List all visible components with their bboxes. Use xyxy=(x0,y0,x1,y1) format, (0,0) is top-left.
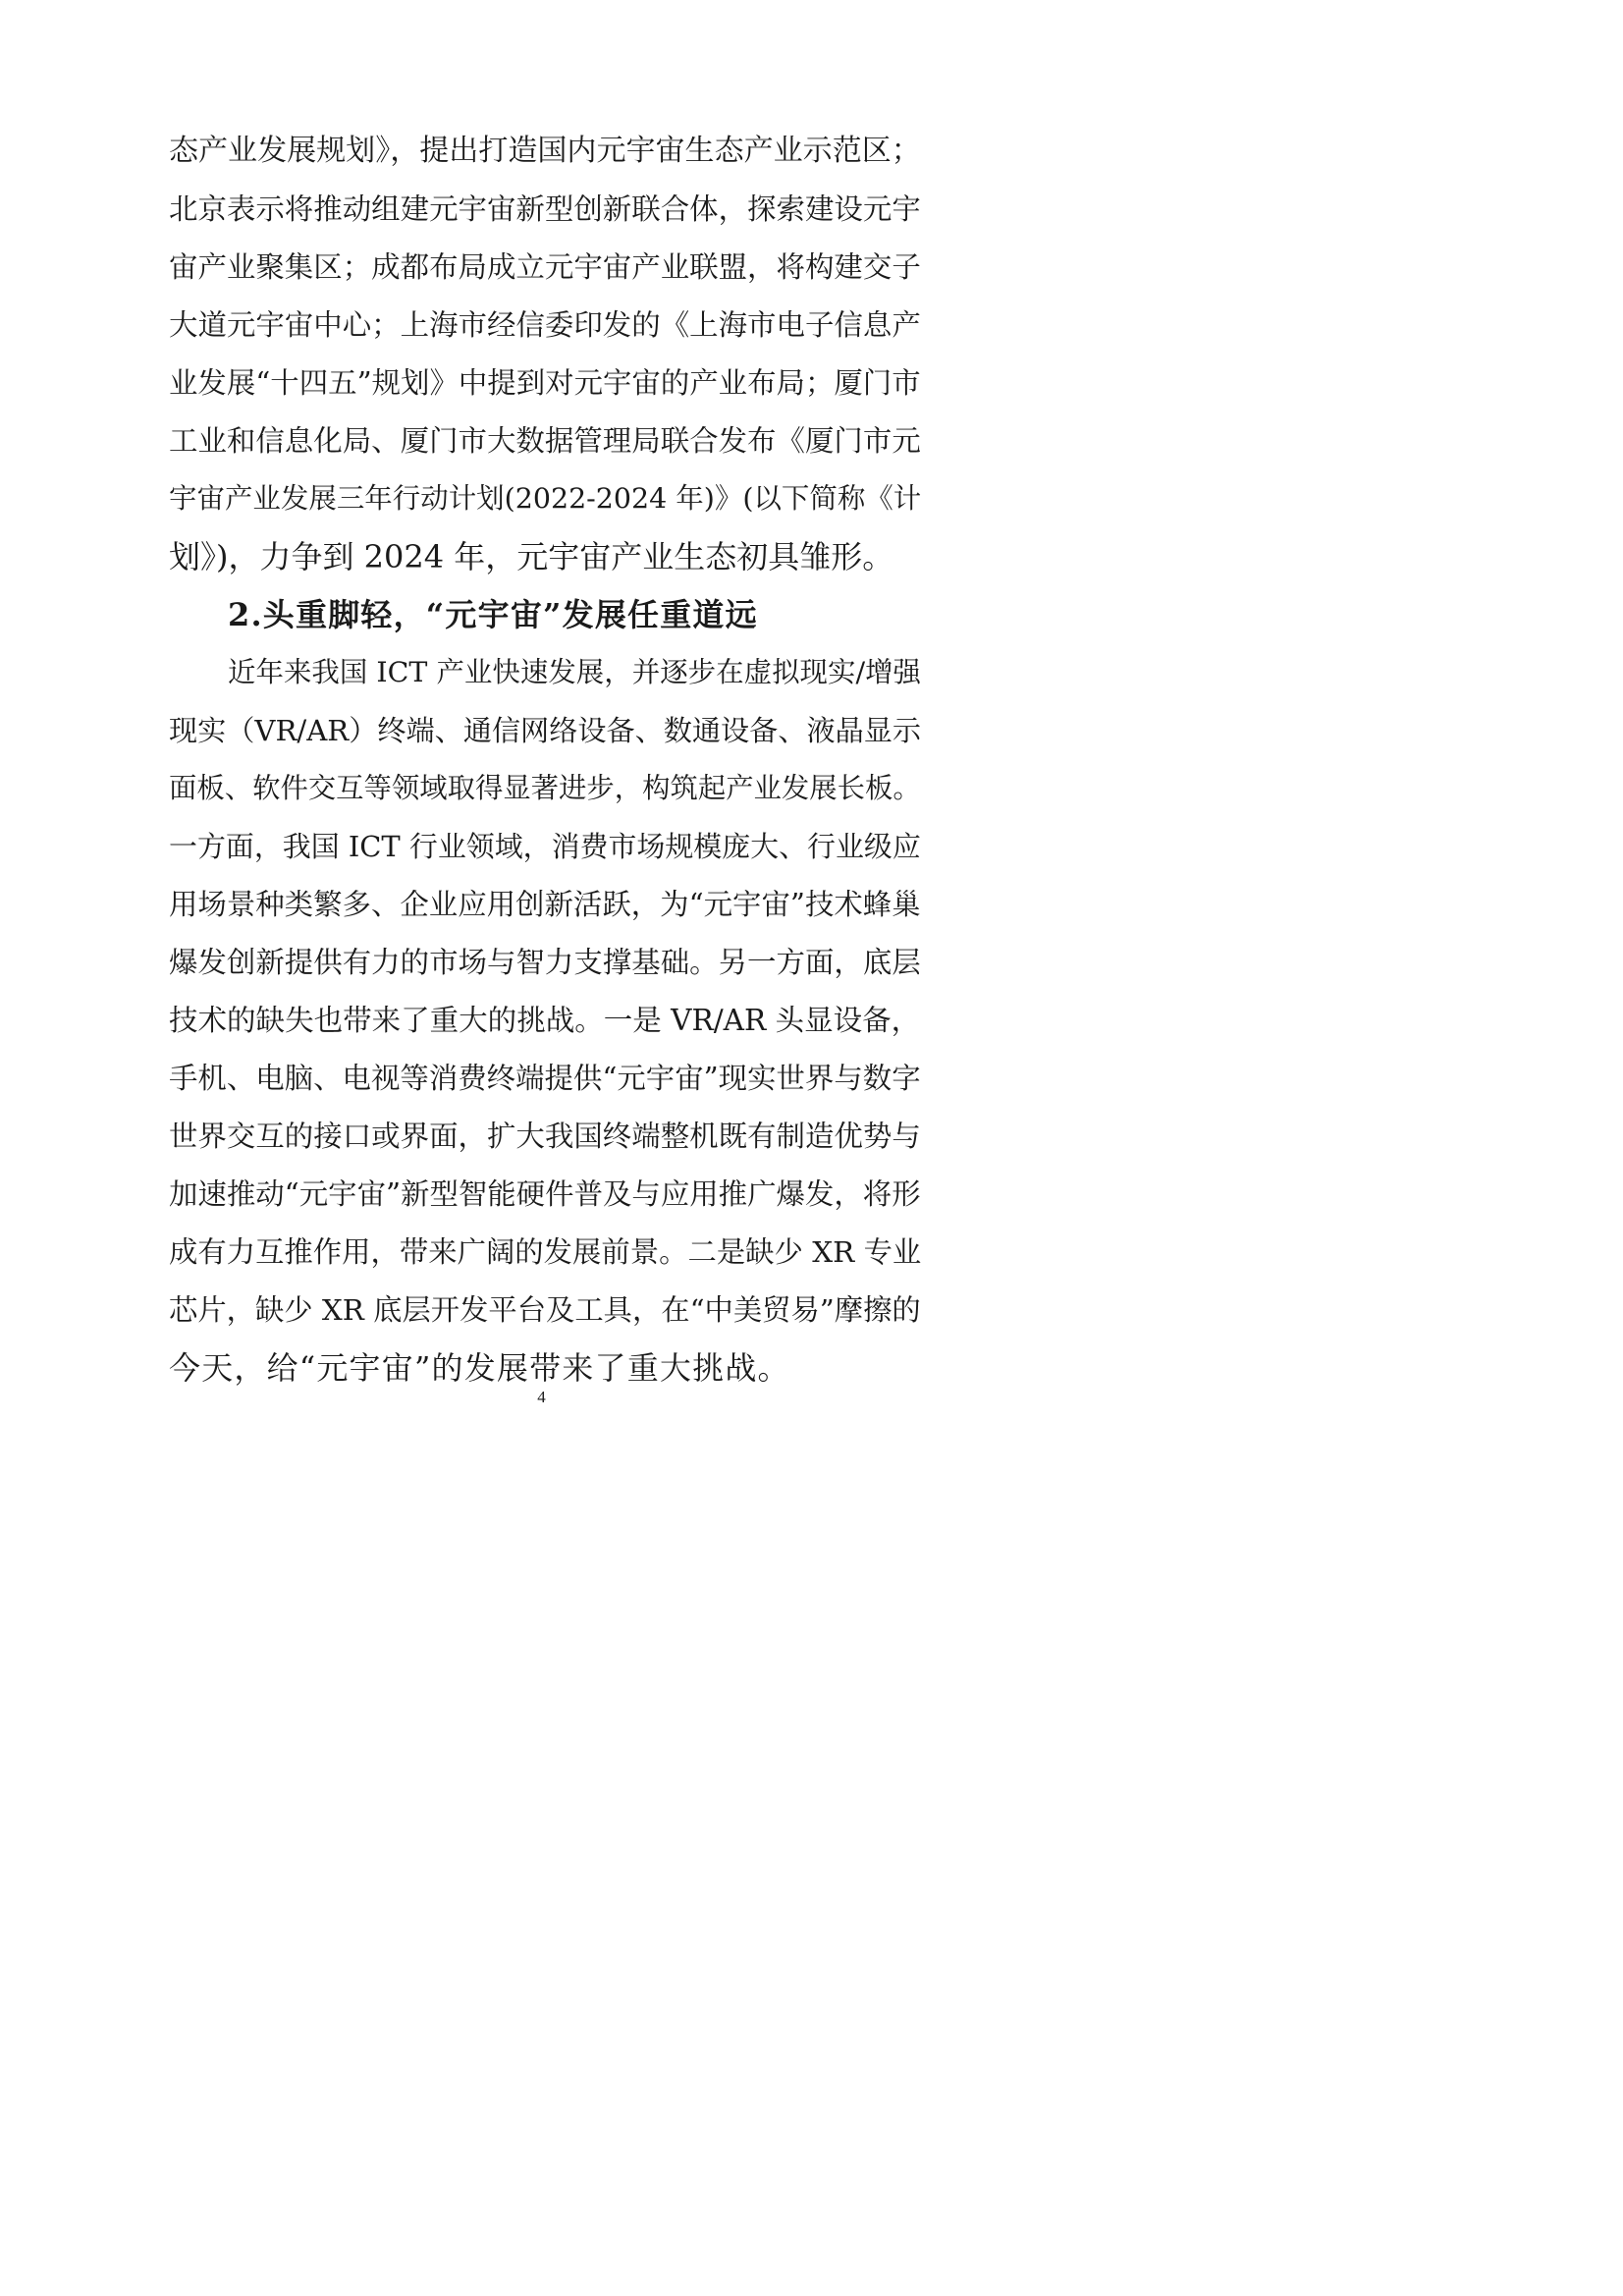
text-line: 业发展“十四五”规划》中提到对元宇宙的产业布局；厦门市 xyxy=(169,366,921,400)
text-line: 现实（VR/AR）终端、通信网络设备、数通设备、液晶显示 xyxy=(169,714,922,747)
text-line: 手机、电脑、电视等消费终端提供“元宇宙”现实世界与数字 xyxy=(169,1062,921,1095)
text-line: 技术的缺失也带来了重大的挑战。一是 VR/AR 头显设备， xyxy=(169,1004,921,1037)
document-page xyxy=(0,0,1083,1532)
text-line: 用场景种类繁多、企业应用创新活跃，为“元宇宙”技术蜂巢 xyxy=(169,888,921,921)
text-line: 划》)，力争到 2024 年，元宇宙产业生态初具雏形。 xyxy=(169,538,894,575)
paragraph-first-line: 近年来我国 ICT 产业快速发展，并逐步在虚拟现实/增强 xyxy=(228,656,922,688)
text-line: 宇宙产业发展三年行动计划(2022-2024 年)》(以下简称《计 xyxy=(169,482,922,515)
text-line: 加速推动“元宇宙”新型智能硬件普及与应用推广爆发，将形 xyxy=(169,1177,921,1211)
text-line: 今天，给“元宇宙”的发展带来了重大挑战。 xyxy=(169,1349,790,1387)
text-line: 态产业发展规划》，提出打造国内元宇宙生态产业示范区； xyxy=(169,134,921,168)
text-line: 面板、软件交互等领域取得显著进步，构筑起产业发展长板。 xyxy=(169,772,921,804)
text-line: 爆发创新提供有力的市场与智力支撑基础。另一方面，底层 xyxy=(169,946,921,979)
text-line: 宙产业聚集区；成都布局成立元宇宙产业联盟，将构建交子 xyxy=(169,250,921,284)
text-line: 北京表示将推动组建元宇宙新型创新联合体，探索建设元宇 xyxy=(169,192,921,226)
section-heading: 2.头重脚轻，“元宇宙”发展任重道远 xyxy=(228,596,758,633)
text-line: 芯片，缺少 XR 底层开发平台及工具，在“中美贸易”摩擦的 xyxy=(169,1293,921,1327)
text-line: 大道元宇宙中心；上海市经信委印发的《上海市电子信息产 xyxy=(169,308,921,342)
page-number: 4 xyxy=(537,1388,546,1406)
text-line: 世界交互的接口或界面，扩大我国终端整机既有制造优势与 xyxy=(169,1120,921,1153)
text-line: 工业和信息化局、厦门市大数据管理局联合发布《厦门市元 xyxy=(169,424,921,458)
text-line: 一方面，我国 ICT 行业领域，消费市场规模庞大、行业级应 xyxy=(169,830,921,863)
text-line: 成有力互推作用，带来广阔的发展前景。二是缺少 XR 专业 xyxy=(169,1235,922,1269)
